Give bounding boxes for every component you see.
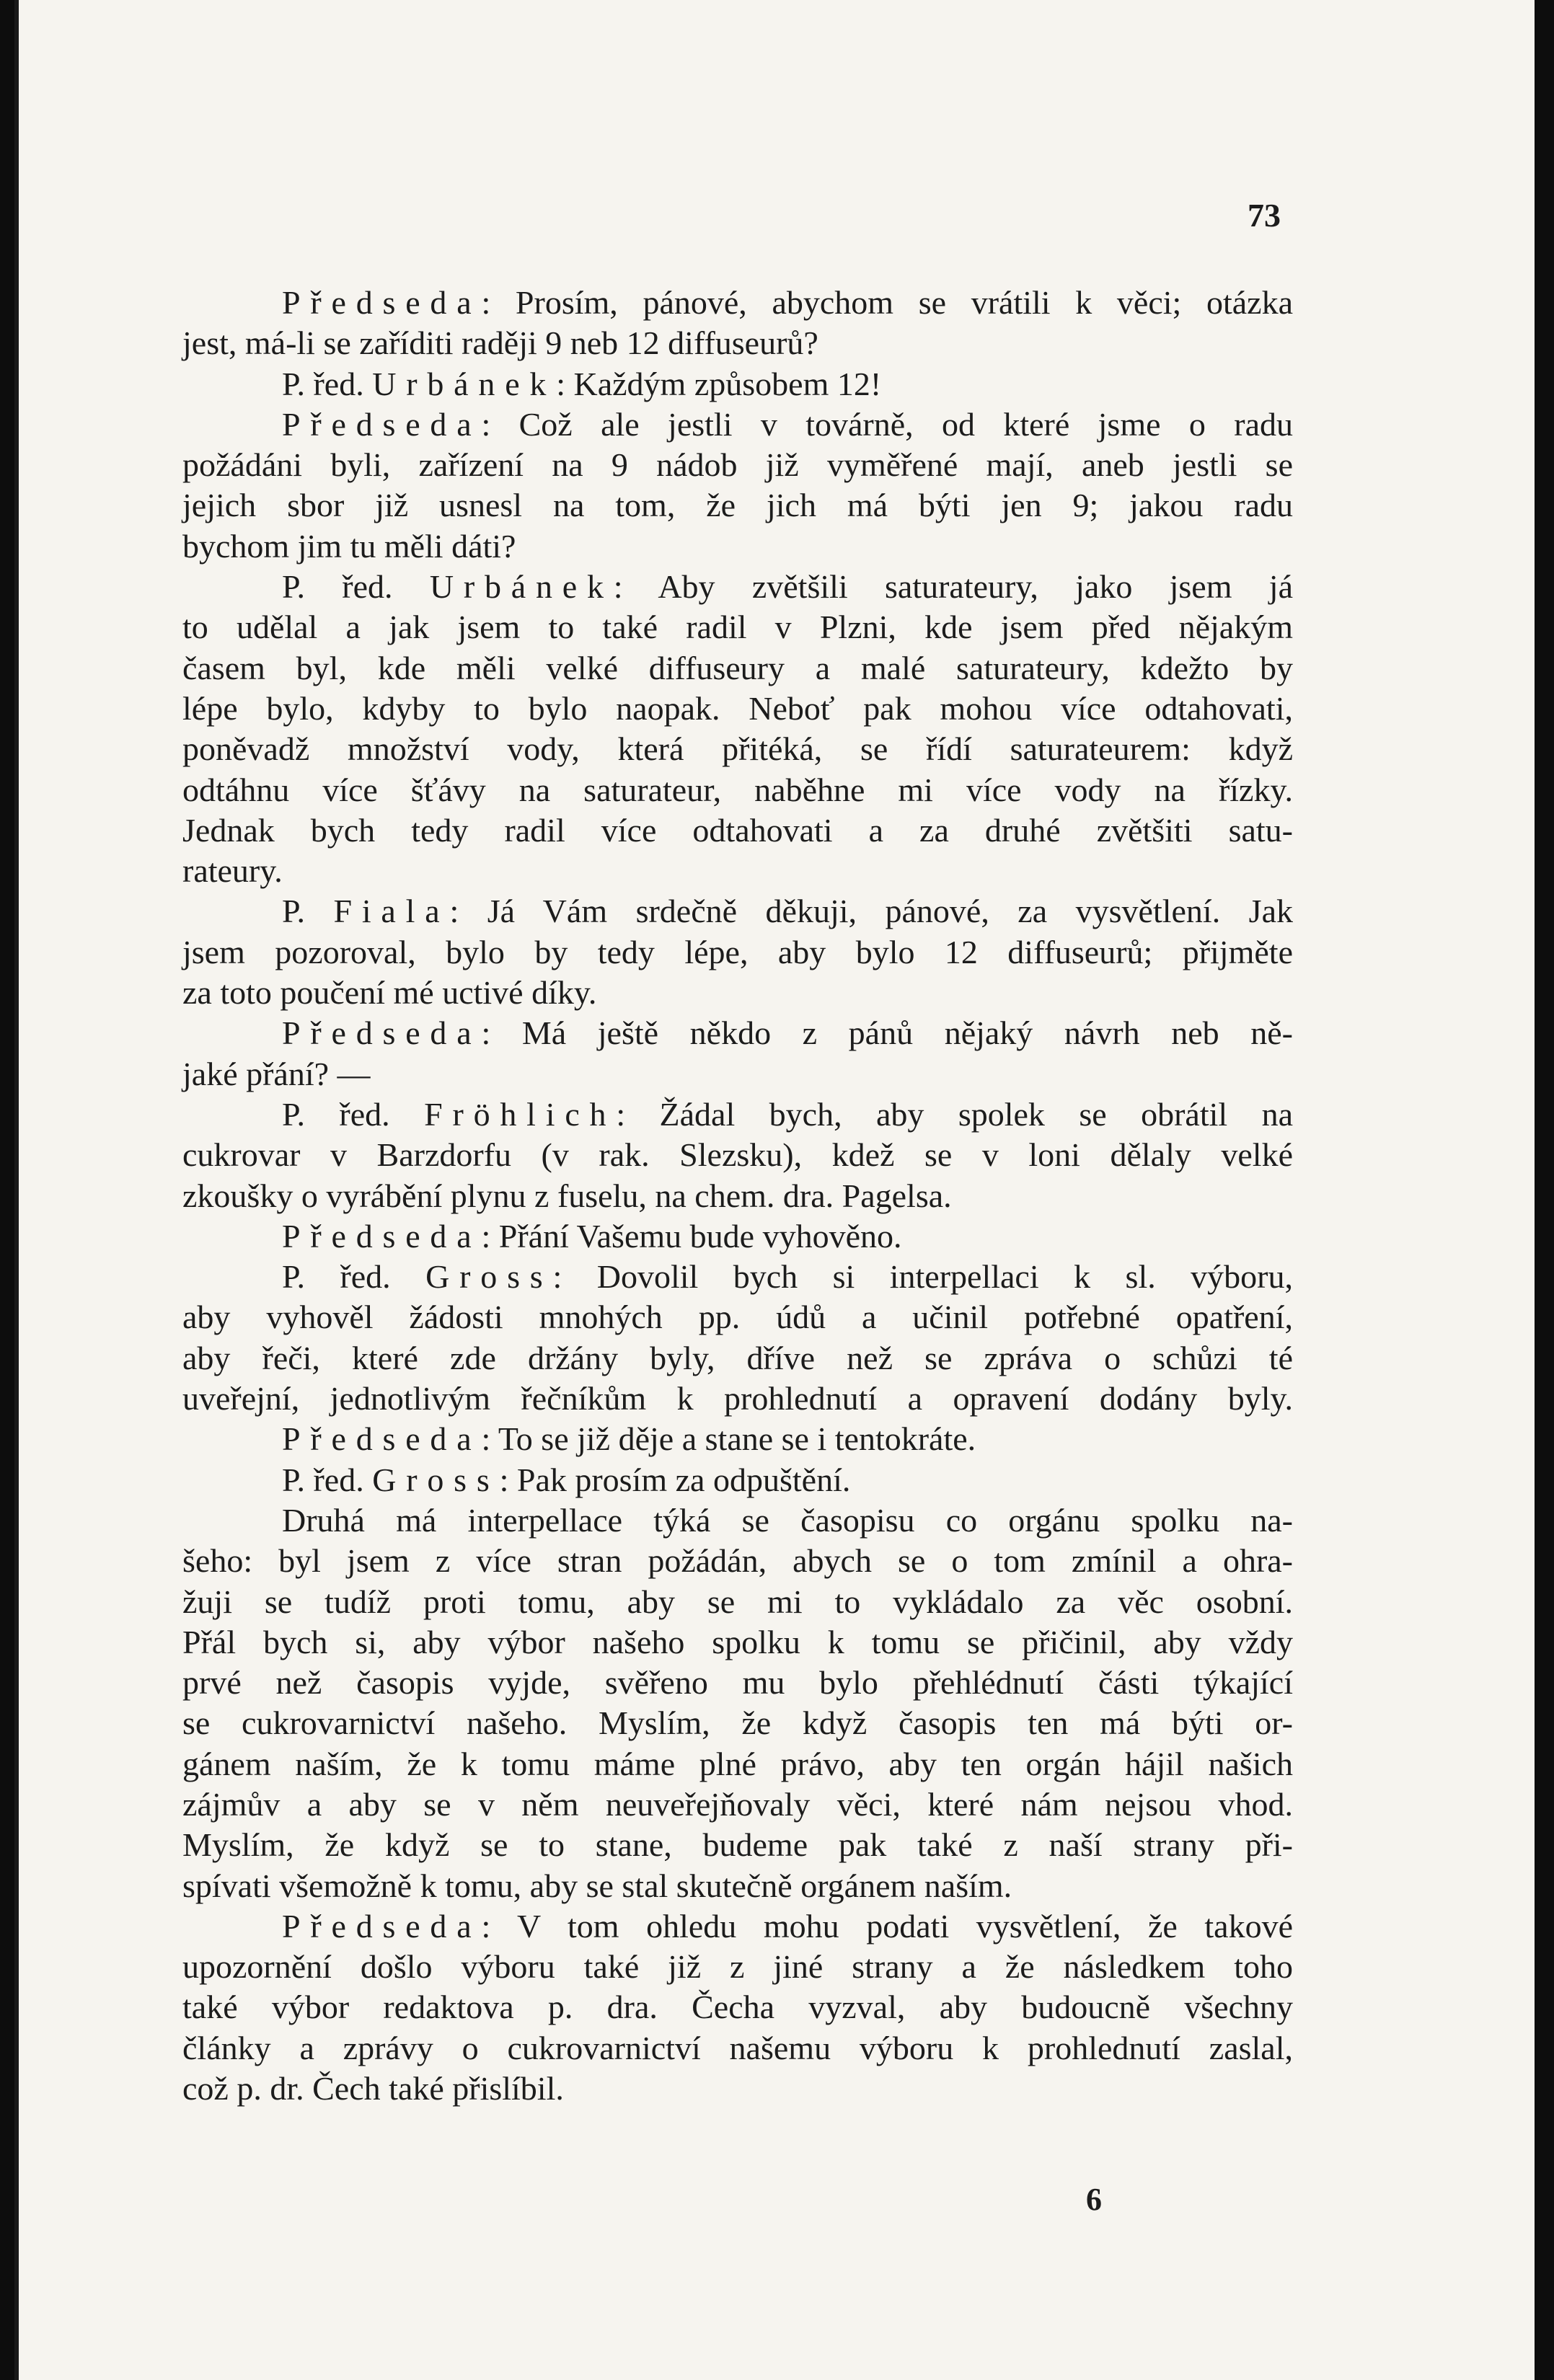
signature-mark: 6: [1086, 2182, 1102, 2217]
line-text: Druhá má interpellace týká se časopisu co orgánu spolku na-: [282, 1501, 1293, 1539]
line-text: požádáni byli, zařízení na 9 nádob již vyměřené mají, aneb jestli se: [182, 446, 1293, 484]
line-text: jest, má-li se zaříditi raději 9 neb 12 diffuseurů?: [182, 324, 818, 362]
speaker-name: Fröhlich: [424, 1095, 617, 1133]
text-line: [182, 1622, 1293, 1663]
line-text: : V tom ohledu mohu podati vysvětlení, že takové: [481, 1907, 1293, 1945]
line-text: to udělal a jak jsem to také radil v Plzni, kde jsem před nějakým: [182, 609, 1293, 646]
speaker-prefix: P. řed.: [282, 1095, 425, 1133]
text-line: [182, 770, 1293, 810]
line-text: gánem naším, že k tomu máme plné právo, aby ten orgán hájil našich: [182, 1745, 1293, 1782]
text-line: [182, 1216, 1293, 1257]
text-line: [182, 283, 1293, 323]
line-text: časem byl, kde měli velké diffuseury a malé saturateury, kdežto by: [182, 649, 1293, 686]
speaker-prefix: P. řed.: [282, 568, 430, 606]
text-line: [182, 1013, 1293, 1053]
speaker-name: Urbánek: [372, 365, 557, 402]
line-text: : Což ale jestli v továrně, od které jsme o radu: [481, 405, 1293, 443]
text-line: [182, 1703, 1293, 1743]
speaker-name: Gross: [372, 1461, 500, 1498]
text-line: [182, 1541, 1293, 1581]
text-line: [182, 485, 1293, 526]
speaker-name: Předseda: [282, 1907, 482, 1945]
text-line: [182, 404, 1293, 445]
text-line: [182, 1582, 1293, 1622]
speaker-name: Předseda: [282, 1217, 482, 1255]
line-text: Jednak bych tedy radil více odtahovati a za druhé zvětšiti satu-: [182, 811, 1293, 849]
line-text: : Já Vám srdečně děkuji, pánové, za vysvětlení. Jak: [449, 893, 1293, 930]
line-text: žuji se tudíž proti tomu, aby se mi to vykládalo za věc osobní.: [182, 1583, 1293, 1620]
line-text: upozornění došlo výboru také již z jiné strany a že následkem toho: [182, 1948, 1293, 1986]
text-line: [182, 445, 1293, 485]
speaker-name: Fiala: [333, 893, 450, 930]
line-text: : Dovolil bych si interpellaci k sl. výboru,: [552, 1258, 1293, 1296]
line-text: uveřejní, jednotlivým řečníkům k prohlednutí a opravení dodány byly.: [182, 1380, 1293, 1417]
text-line: [182, 1906, 1293, 1947]
text-line: [182, 1947, 1293, 1987]
page-number: 73: [1248, 197, 1281, 234]
speaker-name: Předseda: [282, 284, 482, 321]
line-text: : Žádal bych, aby spolek se obrátil na: [616, 1095, 1293, 1133]
line-text: spívati všemožně k tomu, aby se stal skutečně orgánem naším.: [182, 1867, 1012, 1904]
text-line: [182, 973, 1293, 1013]
line-text: jejich sbor již usnesl na tom, že jich má býti jen 9; jakou radu: [182, 487, 1293, 524]
line-text: cukrovar v Barzdorfu (v rak. Slezsku), kdež se v loni dělaly velké: [182, 1136, 1293, 1174]
line-text: : Aby zvětšili saturateury, jako jsem já: [613, 568, 1293, 606]
line-text: bychom jim tu měli dáti?: [182, 527, 516, 565]
text-line: [182, 648, 1293, 689]
text-line: [182, 729, 1293, 769]
line-text: také výbor redaktova p. dra. Čecha vyzval, aby budoucně všechny: [182, 1989, 1293, 2026]
line-text: : Pak prosím za odpuštění.: [499, 1461, 851, 1498]
speaker-prefix: P. řed.: [282, 365, 373, 402]
line-text: zájmův a aby se v něm neuveřejňovaly věci, které nám nejsou vhod.: [182, 1785, 1293, 1823]
text-line: [182, 1987, 1293, 2027]
line-text: rateury.: [182, 852, 283, 890]
line-text: za toto poučení mé uctivé díky.: [182, 974, 597, 1012]
text-line: [182, 1257, 1293, 1297]
speaker-name: Urbánek: [429, 568, 614, 606]
line-text: Myslím, že když se to stane, budeme pak také z naší strany při-: [182, 1826, 1293, 1864]
speaker-prefix: P.: [282, 893, 334, 930]
text-line: [182, 1500, 1293, 1541]
text-line: [182, 364, 1293, 404]
speaker-prefix: P. řed.: [282, 1258, 426, 1296]
text-line: [182, 1135, 1293, 1175]
line-text: jaké přání? —: [182, 1055, 371, 1092]
text-line: [182, 1866, 1293, 1906]
text-line: [182, 1094, 1293, 1135]
text-line: [182, 810, 1293, 851]
text-line: [182, 1784, 1293, 1825]
line-text: : Má ještě někdo z pánů nějaký návrh neb ně-: [481, 1014, 1293, 1052]
text-line: [182, 1338, 1293, 1379]
text-line: [182, 891, 1293, 932]
text-line: [182, 932, 1293, 973]
line-text: lépe bylo, kdyby to bylo naopak. Neboť pak mohou více odtahovati,: [182, 689, 1293, 727]
text-line: [182, 567, 1293, 607]
line-text: : Každým způsobem 12!: [556, 365, 882, 402]
speaker-name: Gross: [425, 1258, 553, 1296]
line-text: : Přání Vašemu bude vyhověno.: [481, 1217, 902, 1255]
speaker-prefix: P. řed.: [282, 1461, 373, 1498]
line-text: šeho: byl jsem z více stran požádán, abych se o tom zmínil a ohra-: [182, 1542, 1293, 1580]
text-line: [182, 1297, 1293, 1337]
line-text: se cukrovarnictví našeho. Myslím, že když časopis ten má býti or-: [182, 1704, 1293, 1742]
text-line: [182, 1379, 1293, 1419]
line-text: prvé než časopis vyjde, svěřeno mu bylo přehlédnutí části týkající: [182, 1664, 1293, 1702]
line-text: jsem pozoroval, bylo by tedy lépe, aby bylo 12 diffuseurů; přijměte: [182, 933, 1293, 970]
book-page: [14, 0, 1535, 2380]
text-line: [182, 1460, 1293, 1500]
speaker-name: Předseda: [282, 1420, 482, 1458]
line-text: : Prosím, pánové, abychom se vrátili k věci; otázka: [481, 284, 1293, 321]
text-line: [182, 2028, 1293, 2069]
line-text: : To se již děje a stane se i tentokráte.: [481, 1420, 976, 1458]
body-text: [182, 283, 1293, 2109]
speaker-name: Předseda: [282, 1014, 482, 1052]
text-line: [182, 1176, 1293, 1216]
speaker-name: Předseda: [282, 405, 482, 443]
text-line: [182, 851, 1293, 891]
text-line: [182, 607, 1293, 647]
text-line: [182, 1054, 1293, 1094]
text-line: [182, 1744, 1293, 1784]
line-text: články a zprávy o cukrovarnictví našemu výboru k prohlednutí zaslal,: [182, 2029, 1293, 2066]
text-line: [182, 323, 1293, 363]
line-text: aby řeči, které zde držány byly, dříve než se zpráva o schůzi té: [182, 1339, 1293, 1376]
line-text: odtáhnu více šťávy na saturateur, naběhne mi více vody na řízky.: [182, 771, 1293, 808]
text-line: [182, 689, 1293, 729]
line-text: což p. dr. Čech také přislíbil.: [182, 2070, 564, 2107]
text-line: [182, 1825, 1293, 1865]
text-line: [182, 1419, 1293, 1459]
line-text: zkoušky o vyrábění plynu z fuselu, na chem. dra. Pagelsa.: [182, 1177, 952, 1214]
line-text: poněvadž množství vody, která přitéká, se řídí saturateurem: když: [182, 730, 1293, 768]
line-text: aby vyhověl žádosti mnohých pp. údů a učinil potřebné opatření,: [182, 1299, 1293, 1336]
line-text: Přál bych si, aby výbor našeho spolku k tomu se přičinil, aby vždy: [182, 1623, 1293, 1660]
text-line: [182, 526, 1293, 567]
text-line: [182, 1663, 1293, 1703]
text-line: [182, 2069, 1293, 2109]
